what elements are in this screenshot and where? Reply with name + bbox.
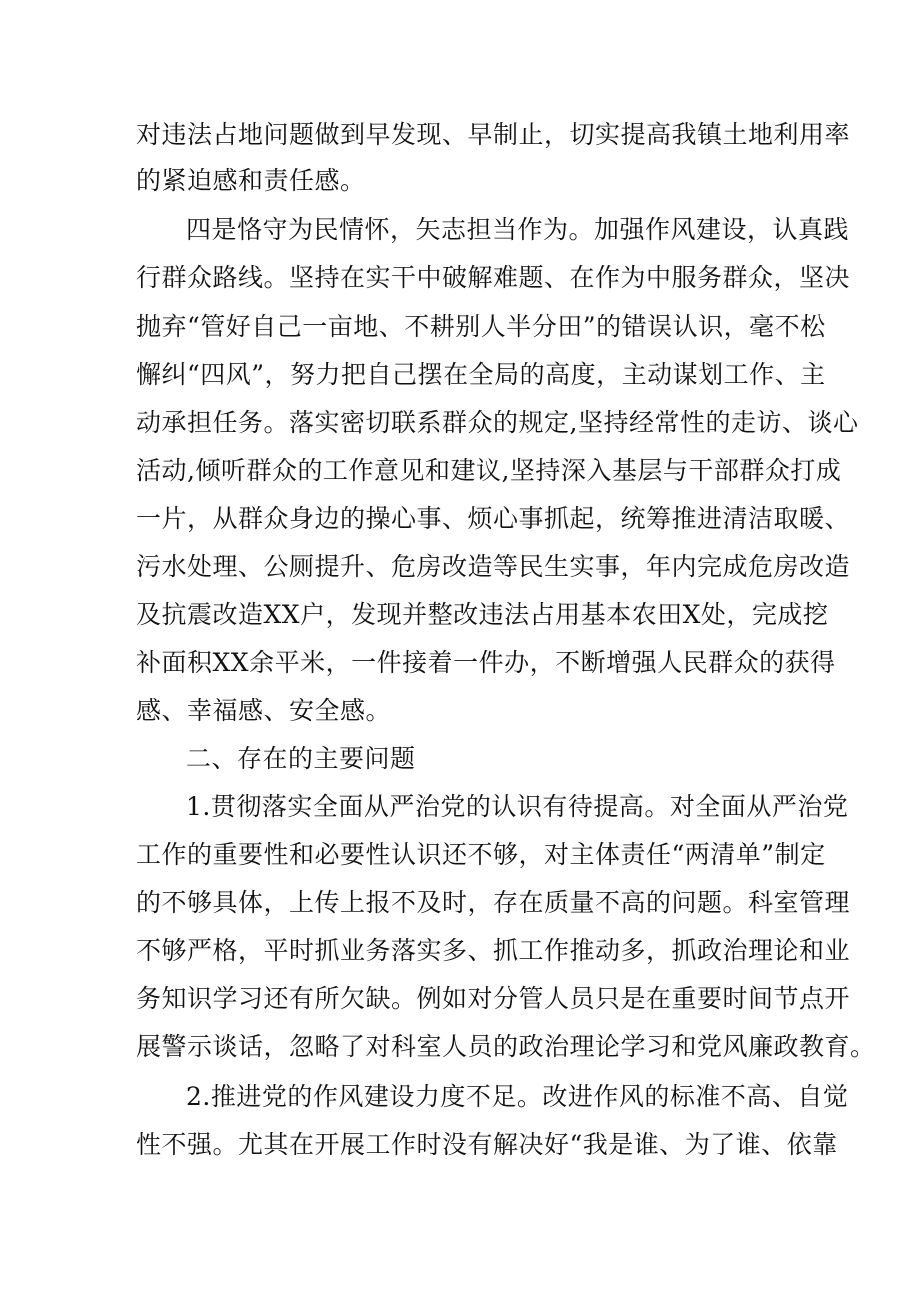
text-line: 务知识学习还有所欠缺。例如对分管人员只是在重要时间节点开	[136, 984, 851, 1013]
text-line: 的紧迫感和责任感。	[136, 166, 366, 195]
text-line: 活动,倾听群众的工作意见和建议,坚持深入基层与干部群众打成	[136, 456, 842, 485]
paragraph-first-line: 2.推进党的作风建设力度不足。改进作风的标准不高、自觉	[186, 1082, 849, 1111]
text-line: 对违法占地问题做到早发现、早制止，切实提高我镇土地利用率	[136, 120, 851, 149]
text-line: 一片，从群众身边的操心事、烦心事抓起，统筹推进清洁取暖、	[136, 504, 851, 533]
text-line: 懈纠“四风”，努力把自己摆在全局的高度，主动谋划工作、主	[136, 360, 826, 389]
text-line: 行群众路线。坚持在实干中破解难题、在作为中服务群众，坚决	[136, 263, 851, 292]
text-line: 不够严格，平时抓业务落实多、抓工作推动多，抓政治理论和业	[136, 936, 851, 965]
section-heading: 二、存在的主要问题	[186, 744, 416, 773]
text-line: 感、幸福感、安全感。	[136, 696, 392, 725]
text-line: 性不强。尤其在开展工作时没有解决好“我是谁、为了谁、依靠	[136, 1130, 838, 1159]
text-line: 的不够具体，上传上报不及时，存在质量不高的问题。科室管理	[136, 888, 851, 917]
text-line: 污水处理、公厕提升、危房改造等民生实事，年内完成危房改造	[136, 552, 851, 581]
paragraph-first-line: 1.贯彻落实全面从严治党的认识有待提高。对全面从严治党	[186, 792, 849, 821]
text-line: 展警示谈话，忽略了对科室人员的政治理论学习和党风廉政教育。	[136, 1032, 876, 1061]
text-line: 抛弃“管好自己一亩地、不耕别人半分田”的错误认识，毫不松	[136, 312, 826, 341]
text-line: 动承担任务。落实密切联系群众的规定,坚持经常性的走访、谈心	[136, 408, 859, 437]
text-line: 工作的重要性和必要性认识还不够，对主体责任“两清单”制定	[136, 840, 826, 869]
text-line: 及抗震改造XX户，发现并整改违法占用基本农田X处，完成挖	[136, 600, 829, 629]
text-line: 补面积XX余平米，一件接着一件办，不断增强人民群众的获得	[136, 648, 836, 677]
paragraph-first-line: 四是恪守为民情怀，矢志担当作为。加强作风建设，认真践	[186, 215, 850, 244]
